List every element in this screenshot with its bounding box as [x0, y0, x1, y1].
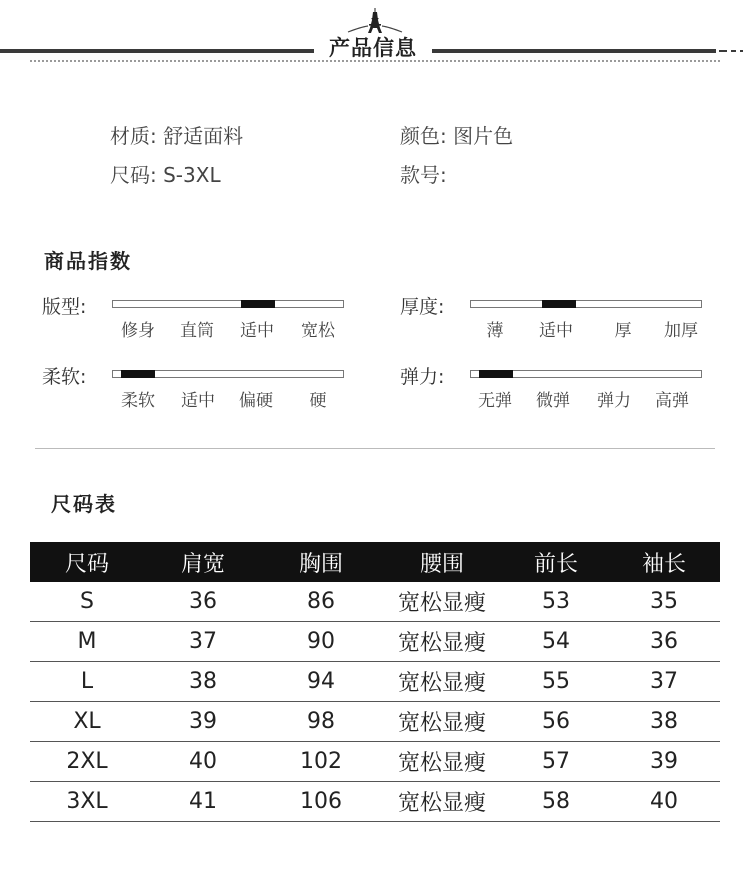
- eiffel-tower-icon: [346, 6, 404, 34]
- table-row: [30, 622, 720, 662]
- table-cell: 58: [504, 782, 608, 822]
- table-cell: 宽松显瘦: [380, 742, 504, 782]
- table-cell: 宽松显瘦: [380, 702, 504, 742]
- index-option: 厚: [614, 321, 632, 341]
- index-label: 弹力:: [400, 366, 445, 388]
- index-marker: [121, 370, 155, 378]
- column-header: 肩宽: [144, 542, 262, 582]
- table-cell: 36: [144, 582, 262, 622]
- index-label: 厚度:: [400, 296, 445, 318]
- page-title: 产品信息: [329, 36, 417, 60]
- column-header: 尺码: [30, 542, 144, 582]
- index-option: 适中: [240, 321, 274, 341]
- size-range-field: [110, 159, 221, 188]
- header-dash: [731, 50, 736, 52]
- table-cell: 94: [262, 662, 380, 702]
- size-range-label: 尺码:: [110, 163, 157, 187]
- index-bar: [112, 370, 344, 378]
- index-marker: [479, 370, 513, 378]
- table-cell: 41: [144, 782, 262, 822]
- table-row: [30, 702, 720, 742]
- table-cell: 57: [504, 742, 608, 782]
- section-divider: [35, 448, 715, 449]
- table-cell: 2XL: [30, 742, 144, 782]
- material-field: [110, 120, 243, 149]
- table-header-row: [30, 542, 720, 582]
- index-bar: [470, 370, 702, 378]
- header-line-left: [0, 49, 314, 53]
- table-cell: 3XL: [30, 782, 144, 822]
- header-line-right: [432, 49, 716, 53]
- index-option: 修身: [121, 321, 155, 341]
- index-section-title: 商品指数: [44, 249, 132, 273]
- size-range-value: S-3XL: [163, 163, 221, 187]
- table-row: [30, 782, 720, 822]
- table-cell: 宽松显瘦: [380, 582, 504, 622]
- material-value: 舒适面料: [163, 124, 244, 148]
- header-dash: [740, 50, 743, 52]
- style-number-label: 款号:: [400, 163, 447, 187]
- table-cell: 35: [608, 582, 720, 622]
- table-cell: 54: [504, 622, 608, 662]
- table-cell: XL: [30, 702, 144, 742]
- index-marker: [542, 300, 576, 308]
- table-cell: 40: [608, 782, 720, 822]
- table-cell: 38: [144, 662, 262, 702]
- column-header: 袖长: [608, 542, 720, 582]
- table-cell: 102: [262, 742, 380, 782]
- index-option: 适中: [181, 391, 215, 411]
- color-label: 颜色:: [400, 124, 447, 148]
- table-cell: 39: [144, 702, 262, 742]
- index-option: 偏硬: [239, 391, 273, 411]
- index-option: 无弹: [478, 391, 512, 411]
- table-cell: 55: [504, 662, 608, 702]
- index-option: 弹力: [597, 391, 631, 411]
- table-cell: 38: [608, 702, 720, 742]
- table-cell: 39: [608, 742, 720, 782]
- table-cell: 宽松显瘦: [380, 782, 504, 822]
- section-header: [0, 0, 750, 70]
- index-bar: [470, 300, 702, 308]
- index-bar: [112, 300, 344, 308]
- table-cell: 37: [144, 622, 262, 662]
- index-option: 适中: [539, 321, 573, 341]
- table-cell: 53: [504, 582, 608, 622]
- table-cell: 宽松显瘦: [380, 662, 504, 702]
- index-option: 柔软: [121, 391, 155, 411]
- index-option: 薄: [486, 321, 504, 341]
- table-row: [30, 742, 720, 782]
- table-cell: 106: [262, 782, 380, 822]
- column-header: 胸围: [262, 542, 380, 582]
- color-value: 图片色: [453, 124, 514, 148]
- color-field: [400, 120, 513, 149]
- index-option: 高弹: [655, 391, 689, 411]
- table-cell: 56: [504, 702, 608, 742]
- index-label: 柔软:: [42, 366, 87, 388]
- index-label: 版型:: [42, 296, 87, 318]
- table-cell: 宽松显瘦: [380, 622, 504, 662]
- material-label: 材质:: [110, 124, 157, 148]
- table-row: [30, 662, 720, 702]
- table-cell: M: [30, 622, 144, 662]
- style-number-field: [400, 159, 447, 188]
- column-header: 腰围: [380, 542, 504, 582]
- table-cell: 40: [144, 742, 262, 782]
- index-option: 加厚: [664, 321, 698, 341]
- table-cell: 36: [608, 622, 720, 662]
- table-cell: 37: [608, 662, 720, 702]
- dotted-divider: [30, 60, 720, 62]
- index-option: 微弹: [536, 391, 570, 411]
- index-marker: [241, 300, 275, 308]
- index-option: 硬: [309, 391, 327, 411]
- table-row: [30, 582, 720, 622]
- table-cell: 98: [262, 702, 380, 742]
- column-header: 前长: [504, 542, 608, 582]
- index-option: 宽松: [301, 321, 335, 341]
- table-cell: 90: [262, 622, 380, 662]
- size-table-title: 尺码表: [51, 492, 117, 516]
- table-cell: S: [30, 582, 144, 622]
- header-dash: [719, 50, 727, 52]
- table-cell: 86: [262, 582, 380, 622]
- table-cell: L: [30, 662, 144, 702]
- index-option: 直筒: [180, 321, 214, 341]
- size-table: [30, 542, 720, 822]
